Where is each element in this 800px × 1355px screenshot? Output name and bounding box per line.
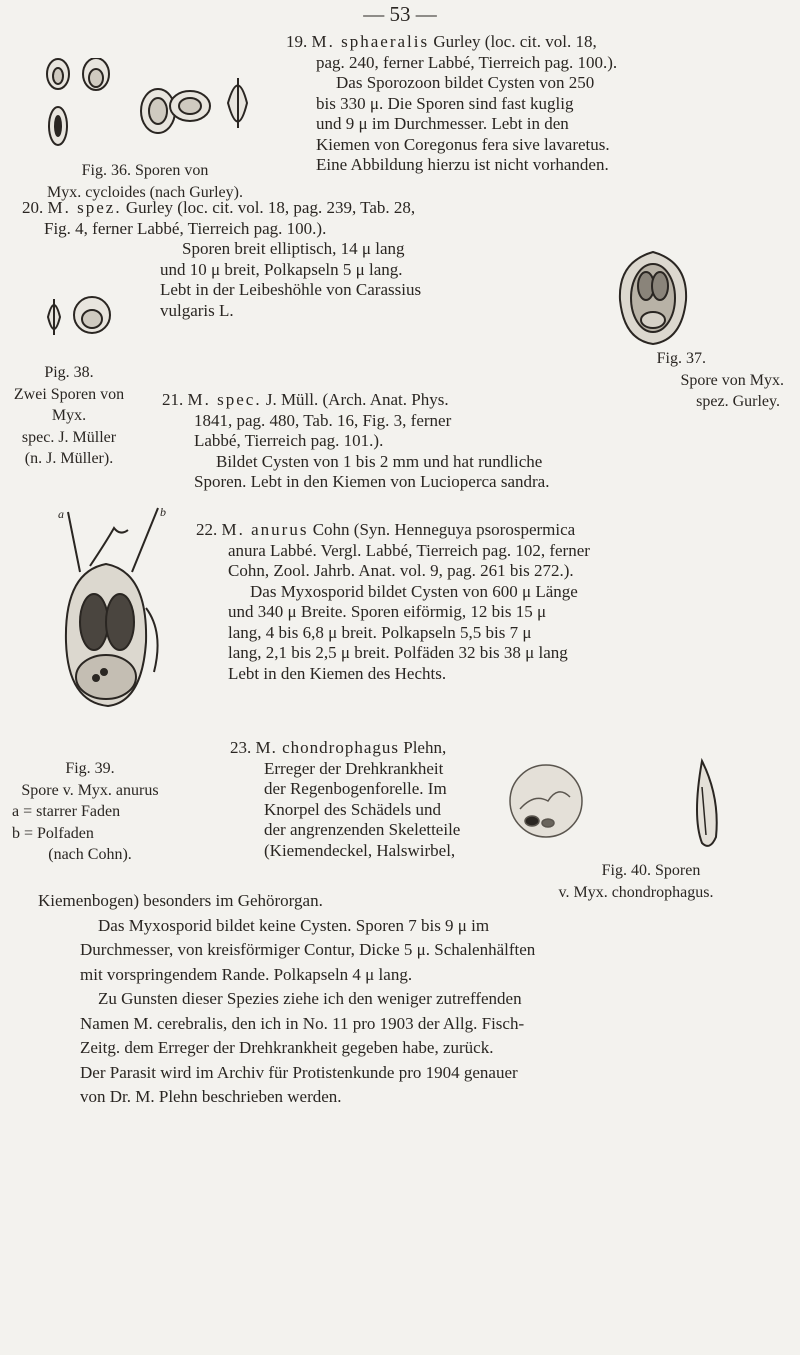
entry-19: 19. M. sphaeralis Gurley (loc. cit. vol. 18, pag. 240, ferner Labbé, Tierreich pag. 100.). Das Sporozoon bildet Cysten von 250 bis 330 μ. Die Sporen sind fast kuglig und 9 μ im Durchmesser. Lebt in den Kiemen von Coregonus fera sive lavaretus. Eine Abbildung hierzu ist nicht vorhanden. <box>286 32 618 174</box>
fig40-caption: Fig. 40. Sporen v. Myx. chondrophagus. <box>558 862 714 901</box>
fig39-illustration <box>28 502 178 712</box>
fig40-illustration <box>496 757 766 853</box>
fig38-caption: Pig. 38. Zwei Sporen von Myx. spec. J. Müller (n. J. Müller). <box>13 364 125 467</box>
fig38-illustration <box>42 293 122 343</box>
entry-22: 22. M. anurus Cohn (Syn. Henneguya psorospermica anura Labbé. Vergl. Labbé, Tierreich pag. 102, ferner Cohn, Zool. Jahrb. Anat. vol. 9, pag. 261 bis 272.). Das Myxosporid bildet Cysten von 600 μ Länge und 340 μ Breite. Sporen eiförmig, 12 bis 15 μ lang, 4 bis 6,8 μ breit. Polkapseln 5,5 bis 7 μ lang, 2,1 bis 2,5 μ breit. Polfäden 32 bis 38 μ lang Lebt in den Kiemen des Hechts. <box>196 520 590 683</box>
fig37-illustration <box>616 248 690 348</box>
fig36-caption: Fig. 36. Sporen von Myx. cycloides (nach Gurley). <box>47 162 243 201</box>
fig39-label-a: a <box>58 507 64 521</box>
fig39-label-b: b <box>160 505 166 519</box>
fig37-caption: Fig. 37. Spore von Myx. spez. Gurley. <box>656 350 784 410</box>
entry-23-body: Kiemenbogen) besonders im Gehörorgan. Das Myxosporid bildet keine Cysten. Sporen 7 bis 9 μ im Durchmesser, von kreisförmiger Contur, Dicke 5 μ. Schalenhälften mit vorspringendem Rande. Polkapseln 4 μ lang. Zu Gunsten dieser Spezies ziehe ich den weniger zutreffenden Namen M. cerebralis, den ich in No. 11 pro 1903 der Allg. Fisch- Zeitg. dem Erreger der Drehkrankheit gegeben habe, zurück. Der Parasit wird im Archiv für Protistenkunde pro 1904 genauer von Dr. M. Plehn beschrieben werden. <box>38 891 536 1106</box>
entry-21: 21. M. spec. J. Müll. (Arch. Anat. Phys. 1841, pag. 480, Tab. 16, Fig. 3, ferner Labbé, Tierreich pag. 101.). Bildet Cysten von 1 bis 2 mm und hat rundliche Sporen. Lebt in den Kiemen von Lucioperca sandra. <box>162 390 550 491</box>
fig36-illustration <box>40 58 270 153</box>
entry-20: 20. M. spez. Gurley (loc. cit. vol. 18, pag. 239, Tab. 28, Fig. 4, ferner Labbé, Tierreich pag. 100.). Sporen breit elliptisch, 14 μ lang und 10 μ breit, Polkapseln 5 μ lang. Lebt in der Leibeshöhle von Carassius vulgaris L. <box>22 198 422 320</box>
page-number: — 53 — <box>363 2 437 26</box>
fig39-caption: Fig. 39. Spore v. Myx. anurus a = starrer Faden b = Polfaden (nach Cohn). <box>12 760 159 863</box>
entry-23-head: 23. M. chondrophagus Plehn, Erreger der Drehkrankheit der Regenbogenforelle. Im Knorpel des Schädels und der angrenzenden Skeletteile (Kiemendeckel, Halswirbel, <box>230 738 461 860</box>
